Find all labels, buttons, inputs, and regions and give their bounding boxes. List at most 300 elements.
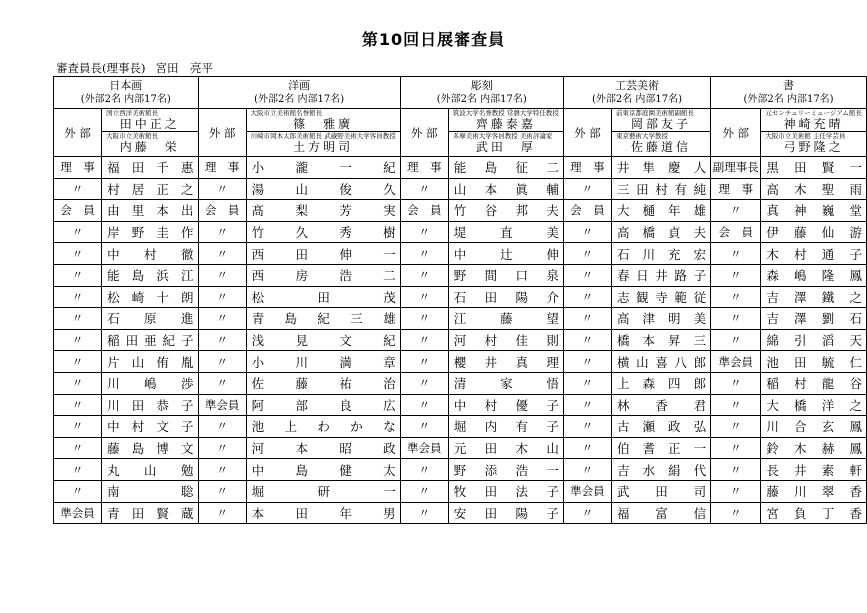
judge-role: 〃: [400, 221, 448, 243]
name-wrap: [612, 439, 710, 457]
name-char: 巍: [821, 203, 835, 219]
name-char: 天: [849, 333, 862, 349]
judge-role: 〃: [563, 286, 611, 308]
name-char: 充: [668, 246, 681, 262]
name-char: 範: [674, 289, 687, 305]
judge-name: [448, 178, 563, 200]
judge-name: [448, 459, 563, 481]
section-name: 書: [783, 78, 795, 92]
external-judge: [612, 132, 710, 155]
name-char: 浩: [339, 268, 352, 284]
name-char: 一: [546, 462, 559, 478]
external-judges: [102, 109, 198, 157]
name-char: 上: [284, 419, 298, 435]
name-char: 之: [181, 181, 194, 197]
judge-name: [448, 264, 563, 286]
name-char: 本: [295, 441, 308, 457]
judge-name: [246, 178, 400, 200]
external-label: 外 部: [711, 109, 761, 157]
judge-role: 会 員: [198, 200, 246, 222]
name-wrap: [102, 158, 197, 176]
name-char: 従: [693, 289, 707, 305]
judge-role: 理 事: [711, 178, 761, 200]
judge-name: 弓野隆之: [783, 139, 844, 154]
judge-role: 〃: [711, 264, 761, 286]
name-char: 眞: [515, 181, 528, 197]
judge-role: 〃: [711, 372, 761, 394]
judge-name: [761, 178, 867, 200]
name-char: 木: [766, 246, 779, 262]
name-char: 黒: [766, 160, 779, 176]
name-char: 佳: [515, 333, 528, 349]
judge-role: 〃: [198, 480, 246, 502]
name-char: 芳: [339, 203, 352, 219]
name-wrap: [449, 461, 563, 479]
judge-name: [448, 200, 563, 222]
name-char: 岸: [107, 225, 120, 241]
name-char: 本: [251, 505, 265, 521]
name-char: 年: [668, 203, 681, 219]
name-char: 片: [107, 354, 120, 370]
name-char: 渉: [181, 376, 194, 392]
section-count: (外部2名 内部17名): [591, 93, 683, 105]
name-char: 清: [453, 376, 467, 392]
name-wrap: [449, 223, 563, 241]
name-char: 橋: [616, 333, 630, 349]
judge-name: [611, 394, 710, 416]
judge-role: 準会員: [563, 480, 611, 502]
judge-name: [761, 394, 867, 416]
name-char: 田: [484, 289, 498, 305]
name-char: 口: [515, 268, 528, 284]
judge-name: [448, 286, 563, 308]
name-wrap: [102, 245, 197, 263]
judge-name: [611, 264, 710, 286]
name-char: 井: [794, 462, 807, 478]
name-char: 慶: [668, 160, 681, 176]
table-row: [54, 502, 867, 524]
name-char: 満: [339, 354, 352, 370]
name-char: 洋: [821, 397, 835, 413]
name-char: 美: [546, 225, 559, 241]
judge-name: [448, 157, 563, 179]
name-char: 野: [131, 225, 145, 241]
name-char: 中: [453, 397, 467, 413]
judge-name: [611, 286, 710, 308]
name-wrap: [449, 309, 563, 327]
table-row: [54, 437, 867, 459]
name-char: 茂: [383, 289, 396, 305]
name-char: 江: [181, 268, 194, 284]
judge-role: 〃: [54, 329, 102, 351]
name-char: 中: [251, 462, 265, 478]
name-wrap: [449, 504, 563, 522]
table-row: [54, 416, 867, 438]
judge-role: 〃: [54, 178, 102, 200]
name-char: 研: [317, 484, 330, 500]
judge-affiliation: 前東京都庭園美術館副館長: [615, 109, 694, 117]
external-judges: [611, 109, 710, 157]
judge-affiliation: 国立西洋美術館長: [106, 109, 159, 117]
name-char: 介: [546, 289, 559, 305]
name-char: 村: [107, 181, 120, 197]
name-char: 間: [484, 268, 498, 284]
name-char: 悟: [546, 376, 559, 392]
name-wrap: [102, 504, 197, 522]
name-wrap: [247, 461, 400, 479]
external-judge: [612, 109, 710, 132]
judge-role: 〃: [711, 459, 761, 481]
table-row: [54, 372, 867, 394]
name-char: 富: [655, 505, 668, 521]
name-wrap: [449, 266, 563, 284]
name-char: 政: [383, 441, 396, 457]
name-char: 博: [156, 441, 169, 457]
judge-role: 〃: [198, 243, 246, 265]
judge-role: 〃: [711, 286, 761, 308]
judge-role: 〃: [563, 416, 611, 438]
name-char: 仁: [849, 354, 862, 370]
name-char: 稲: [107, 333, 120, 349]
name-wrap: [449, 288, 563, 306]
name-char: 文: [156, 419, 169, 435]
name-char: 河: [453, 333, 467, 349]
name-char: 真: [515, 354, 528, 370]
name-char: 居: [131, 181, 145, 197]
judge-role: 〃: [563, 459, 611, 481]
name-char: 貞: [668, 225, 681, 241]
judge-name: [448, 308, 563, 330]
table-row: [54, 394, 867, 416]
name-char: 森: [766, 268, 779, 284]
name-char: 三: [616, 181, 630, 197]
name-char: 有: [674, 181, 687, 197]
name-wrap: [102, 223, 197, 241]
name-char: 青: [107, 505, 120, 521]
name-char: 赫: [821, 441, 835, 457]
name-char: 田: [794, 160, 807, 176]
judge-name: [102, 221, 198, 243]
name-char: 田: [484, 505, 498, 521]
name-char: 侑: [156, 354, 169, 370]
judge-name: [761, 416, 867, 438]
external-label: 外 部: [563, 109, 611, 157]
name-char: 香: [849, 505, 862, 521]
judge-role: 〃: [54, 286, 102, 308]
name-char: 田: [484, 441, 498, 457]
name-char: 邦: [515, 203, 528, 219]
name-char: 稲: [766, 376, 779, 392]
judge-name: [246, 200, 400, 222]
name-char: 佐: [251, 376, 265, 392]
judge-role: 会 員: [400, 200, 448, 222]
name-wrap: [612, 331, 710, 349]
judge-role: 〃: [198, 286, 246, 308]
name-char: 蔵: [181, 505, 194, 521]
judge-role: 〃: [54, 394, 102, 416]
name-char: 村: [484, 333, 498, 349]
judge-name: [246, 351, 400, 373]
name-char: 田: [131, 397, 145, 413]
judge-name: [611, 480, 710, 502]
name-wrap: [761, 180, 866, 198]
judge-role: 〃: [198, 502, 246, 524]
name-char: 牧: [453, 484, 467, 500]
table-row: [54, 264, 867, 286]
name-char: 本: [642, 333, 655, 349]
name-char: 聖: [821, 181, 835, 197]
name-wrap: [761, 439, 866, 457]
name-char: 瀧: [295, 160, 308, 176]
name-wrap: [612, 201, 710, 219]
name-wrap: [247, 504, 400, 522]
name-char: 郎: [693, 354, 707, 370]
table-row: [54, 178, 867, 200]
name-char: 一: [849, 160, 862, 176]
judge-role: 準会員: [54, 502, 102, 524]
name-char: 二: [383, 268, 396, 284]
judge-name: [246, 157, 400, 179]
name-char: 長: [766, 462, 779, 478]
name-char: 子: [546, 397, 559, 413]
judge-name: [246, 394, 400, 416]
name-char: 島: [284, 311, 298, 327]
judge-name: [246, 308, 400, 330]
name-char: 則: [546, 333, 559, 349]
name-char: 純: [693, 181, 707, 197]
name-char: 村: [794, 376, 807, 392]
name-char: 石: [453, 289, 467, 305]
name-char: わ: [317, 419, 330, 435]
name-char: 雨: [849, 181, 862, 197]
name-wrap: [449, 201, 563, 219]
external-label: 外 部: [400, 109, 448, 157]
name-char: な: [383, 419, 396, 435]
name-char: 絹: [668, 462, 681, 478]
name-wrap: [612, 353, 710, 371]
name-char: 丸: [107, 462, 120, 478]
judge-role: 〃: [711, 200, 761, 222]
judge-name: [102, 178, 198, 200]
judge-name: [448, 502, 563, 524]
name-char: 鳳: [849, 441, 862, 457]
name-char: 大: [766, 397, 779, 413]
external-judge: [449, 109, 563, 132]
section-count: (外部2名 内部17名): [80, 93, 171, 105]
name-char: 滔: [821, 333, 835, 349]
name-char: 秀: [339, 225, 352, 241]
name-char: 三: [693, 333, 707, 349]
name-char: 村: [794, 246, 807, 262]
name-char: 文: [181, 441, 194, 457]
name-char: 紀: [317, 311, 330, 327]
name-wrap: [247, 396, 400, 414]
name-char: 太: [383, 462, 396, 478]
name-char: 河: [251, 441, 265, 457]
name-wrap: [761, 266, 866, 284]
judge-name: [246, 459, 400, 481]
name-char: 川: [295, 354, 308, 370]
name-char: 春: [616, 268, 630, 284]
name-wrap: [612, 374, 710, 392]
judge-name: [611, 372, 710, 394]
name-wrap: [612, 461, 710, 479]
name-char: 合: [794, 419, 807, 435]
name-char: 子: [693, 268, 707, 284]
name-char: 子: [181, 333, 194, 349]
name-char: 竹: [453, 203, 467, 219]
name-wrap: [761, 201, 866, 219]
name-char: 游: [849, 225, 862, 241]
name-wrap: [761, 223, 866, 241]
name-char: 中: [107, 419, 120, 435]
name-char: 中: [453, 246, 467, 262]
name-char: 樋: [642, 203, 655, 219]
name-char: 森: [642, 376, 655, 392]
name-char: 聡: [181, 484, 194, 500]
judge-role: 〃: [54, 351, 102, 373]
name-char: 浅: [251, 333, 265, 349]
judge-name: [448, 372, 563, 394]
name-wrap: [102, 417, 197, 435]
name-char: 泉: [546, 268, 559, 284]
name-char: 正: [668, 441, 681, 457]
judge-name: 佐藤道信: [631, 139, 692, 154]
name-char: 劉: [821, 311, 835, 327]
section-count: (外部2名 内部17名): [436, 93, 527, 105]
judge-name: [102, 200, 198, 222]
judge-name: [761, 308, 867, 330]
judge-name: [761, 200, 867, 222]
name-char: 文: [339, 333, 352, 349]
judge-name: [102, 264, 198, 286]
name-char: 能: [107, 268, 120, 284]
name-char: 堀: [453, 419, 467, 435]
name-char: 崎: [131, 289, 145, 305]
judge-name: [246, 221, 400, 243]
name-char: 宮: [766, 505, 779, 521]
name-char: 梨: [295, 203, 308, 219]
judge-name: [246, 502, 400, 524]
judge-affiliation: 大阪市立美術館名誉館長: [250, 109, 323, 117]
judge-role: 〃: [400, 264, 448, 286]
judge-name: [611, 329, 710, 351]
judge-role: 〃: [54, 243, 102, 265]
name-wrap: [761, 374, 866, 392]
judge-role: 副理事長: [711, 157, 761, 179]
name-char: 水: [642, 462, 655, 478]
name-char: 田: [636, 181, 649, 197]
name-char: 香: [655, 397, 668, 413]
name-char: 龍: [821, 376, 835, 392]
judge-name: [448, 416, 563, 438]
name-wrap: [247, 245, 400, 263]
judge-name: [246, 329, 400, 351]
judge-affiliation: 元センチュリーミュージアム館長: [765, 109, 862, 117]
name-char: 正: [156, 181, 169, 197]
judge-name: 齊藤泰嘉: [475, 116, 536, 131]
name-char: 惠: [181, 160, 194, 176]
name-char: 美: [693, 311, 707, 327]
name-wrap: [247, 309, 400, 327]
name-char: 山: [131, 354, 145, 370]
name-char: 浜: [156, 268, 169, 284]
name-char: 村: [655, 181, 668, 197]
name-wrap: [247, 223, 400, 241]
name-char: 由: [107, 203, 120, 219]
name-char: 真: [766, 203, 779, 219]
name-char: 原: [144, 311, 157, 327]
name-char: 川: [642, 246, 655, 262]
name-char: 年: [339, 505, 352, 521]
judge-name: [102, 286, 198, 308]
name-wrap: [449, 245, 563, 263]
judge-role: 〃: [54, 480, 102, 502]
name-wrap: [247, 266, 400, 284]
judge-role: 〃: [563, 178, 611, 200]
judge-name: [611, 437, 710, 459]
name-char: 進: [181, 311, 194, 327]
external-label: 外 部: [198, 109, 246, 157]
name-char: 征: [515, 160, 528, 176]
external-judge: [247, 109, 400, 132]
judge-name: [448, 480, 563, 502]
judge-name: [761, 502, 867, 524]
name-char: 人: [693, 160, 707, 176]
judge-role: 〃: [198, 178, 246, 200]
name-wrap: [612, 158, 710, 176]
name-char: 武: [616, 484, 630, 500]
name-char: 小: [251, 354, 265, 370]
name-char: 之: [849, 397, 862, 413]
judge-role: 〃: [198, 459, 246, 481]
name-char: 理: [546, 354, 559, 370]
name-char: 阿: [251, 397, 265, 413]
judge-role: 〃: [198, 372, 246, 394]
name-char: 昇: [668, 333, 681, 349]
name-wrap: [247, 201, 400, 219]
judge-name: [102, 437, 198, 459]
name-wrap: [102, 396, 197, 414]
name-char: 村: [144, 246, 157, 262]
name-wrap: [761, 331, 866, 349]
judge-role: 〃: [54, 437, 102, 459]
name-char: 明: [668, 311, 681, 327]
name-char: 日: [636, 268, 649, 284]
name-char: 高: [616, 225, 630, 241]
judge-role: 〃: [400, 502, 448, 524]
name-char: 島: [484, 160, 498, 176]
name-char: 藤: [794, 225, 807, 241]
judge-role: 〃: [563, 437, 611, 459]
judge-name: [246, 480, 400, 502]
judge-role: 〃: [563, 243, 611, 265]
name-wrap: [449, 396, 563, 414]
name-char: 西: [251, 246, 265, 262]
judge-name: [611, 157, 710, 179]
name-char: 部: [295, 397, 308, 413]
name-char: 章: [383, 354, 396, 370]
name-char: 一: [383, 246, 396, 262]
name-char: 藤: [766, 484, 779, 500]
judge-name: 武田 厚: [475, 139, 536, 154]
judge-name: [761, 329, 867, 351]
judge-name: [102, 416, 198, 438]
name-char: 吉: [766, 289, 779, 305]
name-char: 作: [181, 225, 194, 241]
judge-name: [761, 372, 867, 394]
judge-role: 〃: [198, 416, 246, 438]
